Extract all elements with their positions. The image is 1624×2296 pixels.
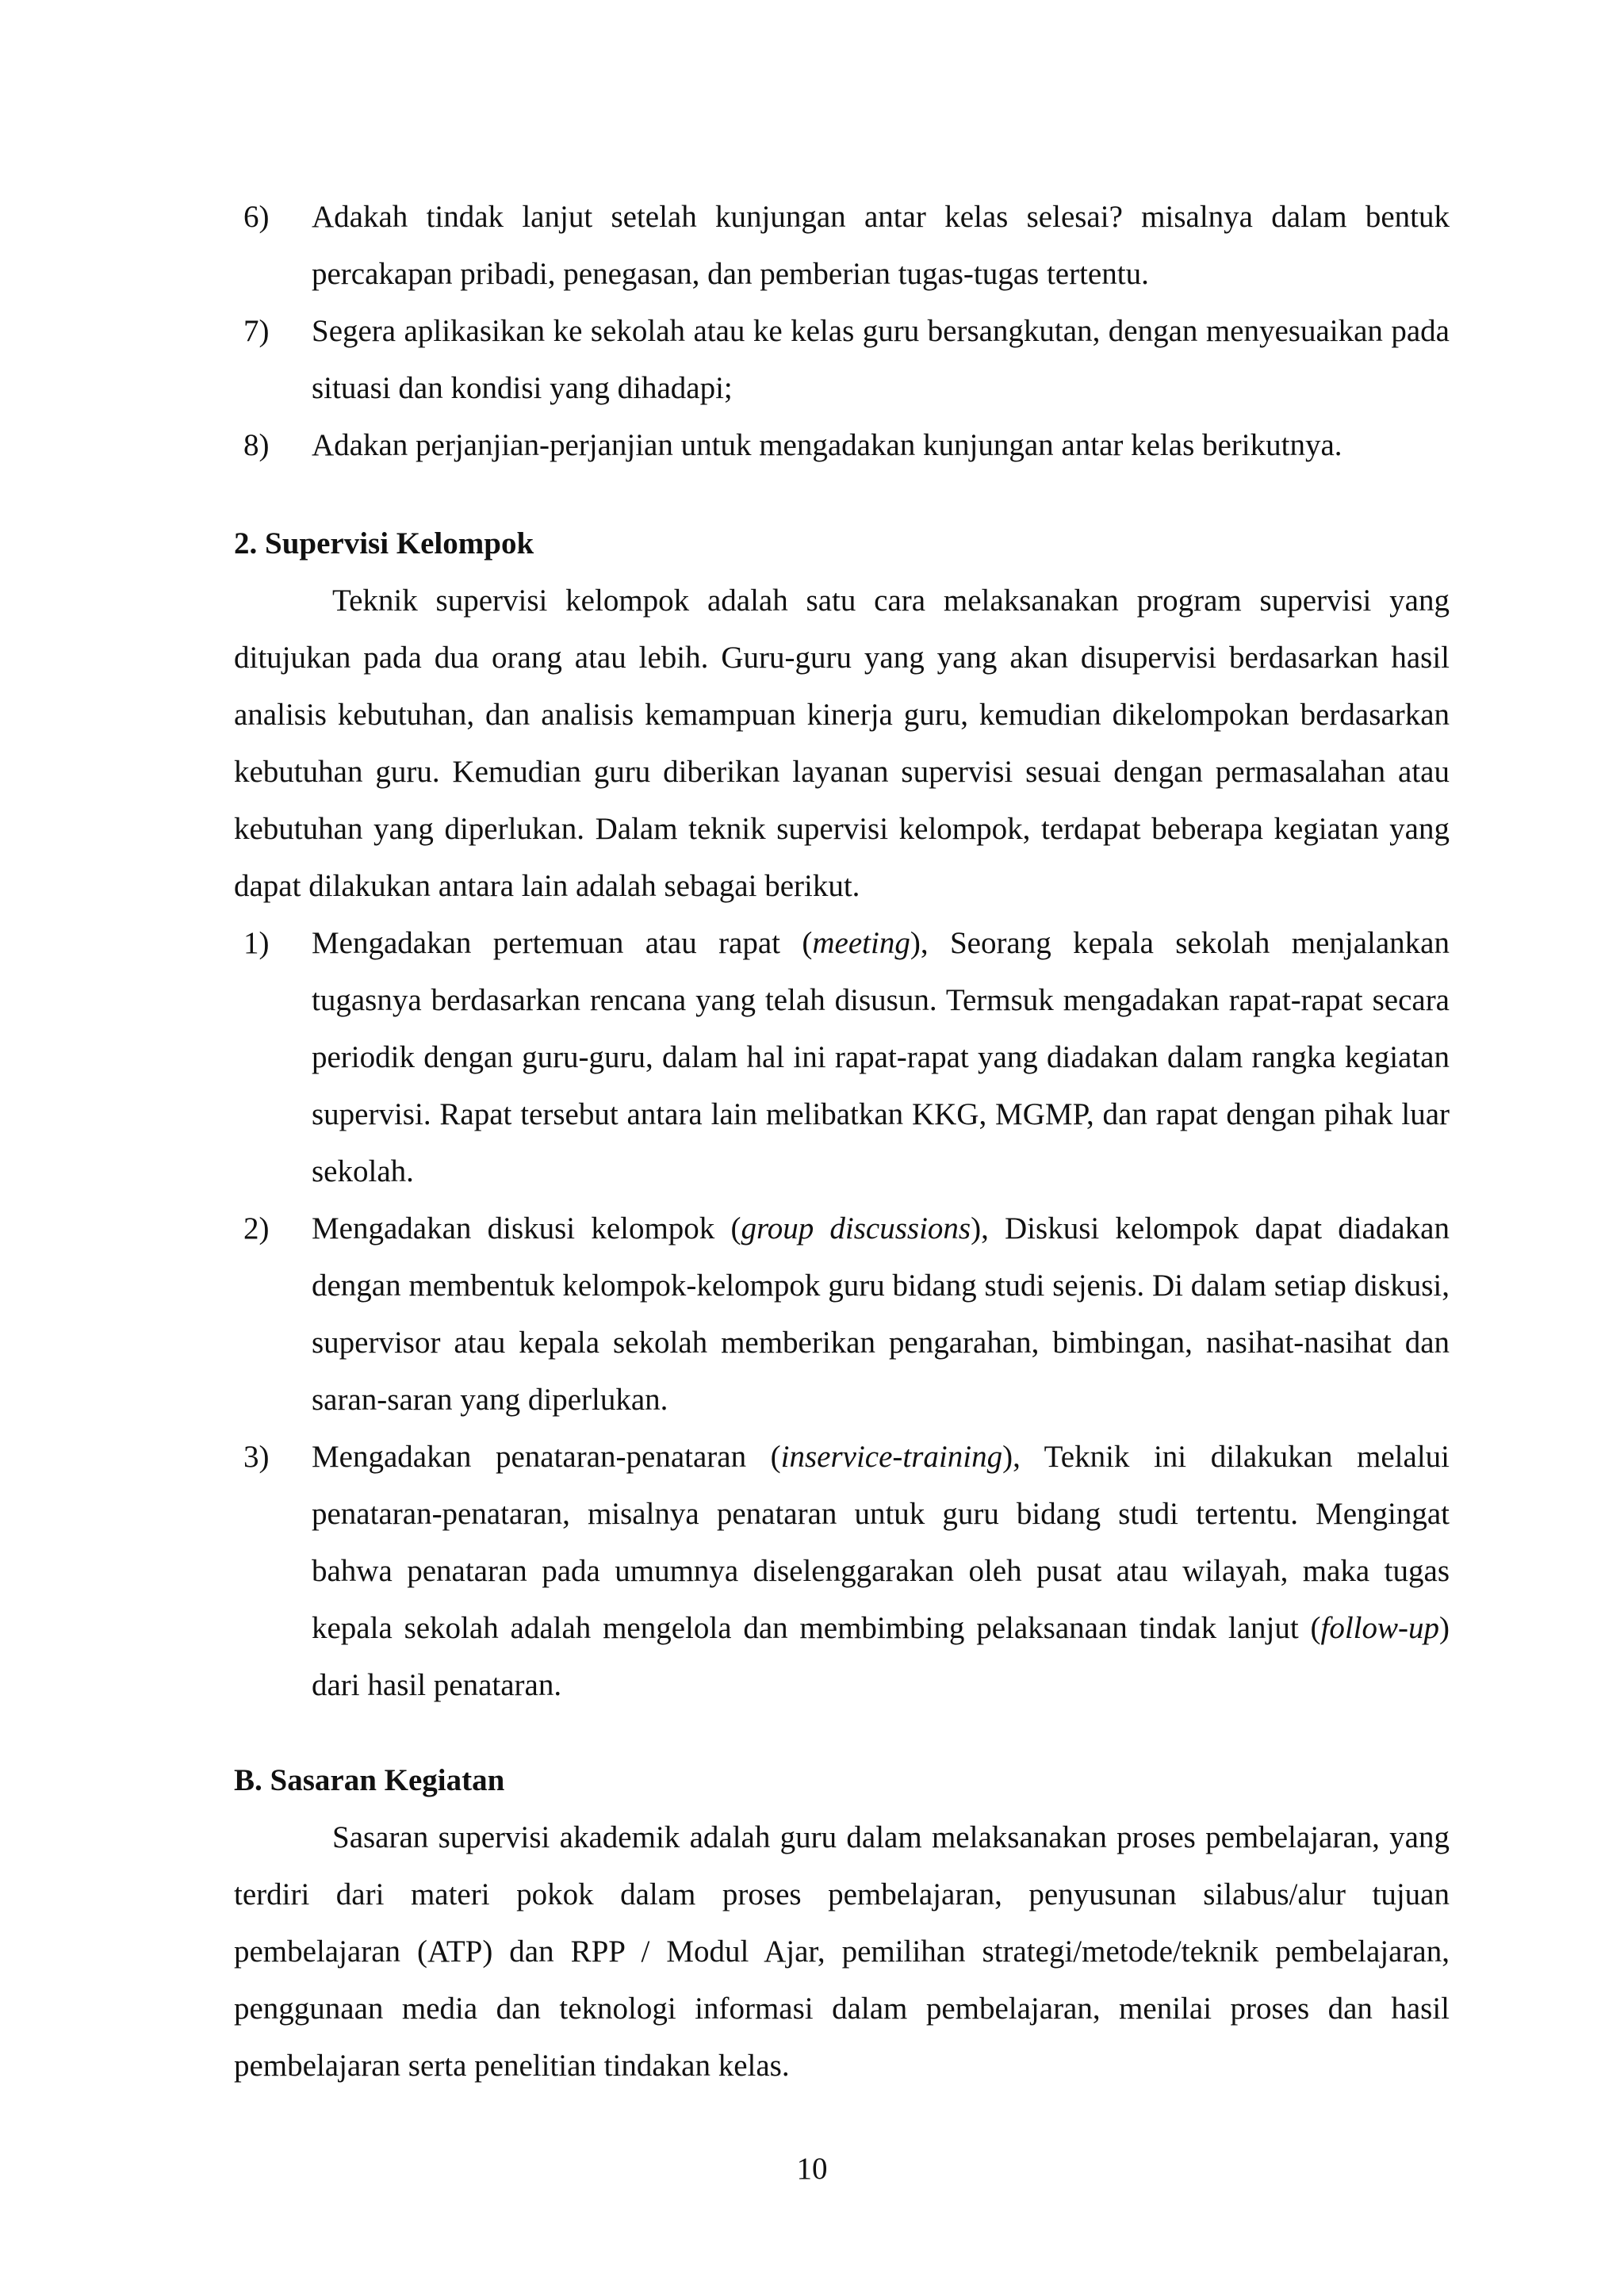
list-number: 3) <box>243 1440 270 1474</box>
list-text-italic: follow-up <box>1320 1611 1439 1645</box>
page-number: 10 <box>796 2152 828 2186</box>
list-number: 1) <box>243 926 270 960</box>
section-heading-sasaran-kegiatan: B. Sasaran Kegiatan <box>234 1763 505 1797</box>
list-item <box>234 1200 1450 1429</box>
list-text-post: ) dari hasil penataran. <box>312 1611 1450 1702</box>
list-text-pre: Mengadakan penataran-penataran ( <box>312 1440 781 1474</box>
list-text-post: ), Teknik ini dilakukan melalui penataran-penataran, misalnya penataran untuk guru bidang studi tertentu. Mengingat bahwa penataran pada umumnya diselenggarakan oleh pusat atau wilayah, maka tugas kepala sekolah adalah mengelola dan membimbing pelaksanaan tindak lanjut ( <box>312 1440 1450 1645</box>
list-item <box>234 1429 1450 1714</box>
list-number: 8) <box>243 428 270 462</box>
section-paragraph: Teknik supervisi kelompok adalah satu cara melaksanakan program supervisi yang ditujukan pada dua orang atau lebih. Guru-guru yang yang akan disupervisi berdasarkan hasil analisis kebutuhan, dan analisis kemampuan kinerja guru, kemudian dikelompokan berdasarkan kebutuhan guru. Kemudian guru diberikan layanan supervisi sesuai dengan permasalahan atau kebutuhan yang diperlukan. Dalam teknik supervisi kelompok, terdapat beberapa kegiatan yang dapat dilakukan antara lain adalah sebagai berikut. <box>234 584 1450 903</box>
list-item <box>234 417 1450 474</box>
list-number: 2) <box>243 1211 270 1246</box>
list-text-italic: meeting <box>812 926 910 960</box>
list-text-italic: group discussions <box>741 1211 971 1246</box>
list-item <box>234 189 1450 303</box>
list-text: Adakah tindak lanjut setelah kunjungan antar kelas selesai? misalnya dalam bentuk percakapan pribadi, penegasan, dan pemberian tugas-tugas tertentu. <box>312 200 1450 291</box>
list-item <box>234 303 1450 417</box>
list-text-post: ), Diskusi kelompok dapat diadakan dengan membentuk kelompok-kelompok guru bidang studi sejenis. Di dalam setiap diskusi, supervisor atau kepala sekolah memberikan pengarahan, bimbingan, nasihat-nasihat dan saran-saran yang diperlukan. <box>312 1211 1450 1417</box>
group-supervision-list <box>234 915 1450 1714</box>
section-paragraph: Sasaran supervisi akademik adalah guru dalam melaksanakan proses pembelajaran, yang terdiri dari materi pokok dalam proses pembelajaran, penyusunan silabus/alur tujuan pembelajaran (ATP) dan RPP / Modul Ajar, pemilihan strategi/metode/teknik pembelajaran, penggunaan media dan teknologi informasi dalam pembelajaran, menilai proses dan hasil pembelajaran serta penelitian tindakan kelas. <box>234 1820 1450 2083</box>
section-heading-supervisi-kelompok: 2. Supervisi Kelompok <box>234 526 534 561</box>
section-gap <box>234 474 1450 515</box>
list-item <box>234 915 1450 1200</box>
intro-list <box>234 189 1450 474</box>
list-text-italic: inservice-training <box>780 1440 1003 1474</box>
list-text-pre: Mengadakan diskusi kelompok ( <box>312 1211 741 1246</box>
list-number: 7) <box>243 314 270 348</box>
list-text-post: ), Seorang kepala sekolah menjalankan tugasnya berdasarkan rencana yang telah disusun. Termsuk mengadakan rapat-rapat secara periodik dengan guru-guru, dalam hal ini rapat-rapat yang diadakan dalam rangka kegiatan supervisi. Rapat tersebut antara lain melibatkan KKG, MGMP, dan rapat dengan pihak luar sekolah. <box>312 926 1450 1188</box>
list-text: Segera aplikasikan ke sekolah atau ke kelas guru bersangkutan, dengan menyesuaikan pada situasi dan kondisi yang dihadapi; <box>312 314 1450 405</box>
list-number: 6) <box>243 200 270 234</box>
list-text-pre: Mengadakan pertemuan atau rapat ( <box>312 926 813 960</box>
list-text: Adakan perjanjian-perjanjian untuk mengadakan kunjungan antar kelas berikutnya. <box>312 428 1342 462</box>
section-gap <box>234 1714 1450 1752</box>
